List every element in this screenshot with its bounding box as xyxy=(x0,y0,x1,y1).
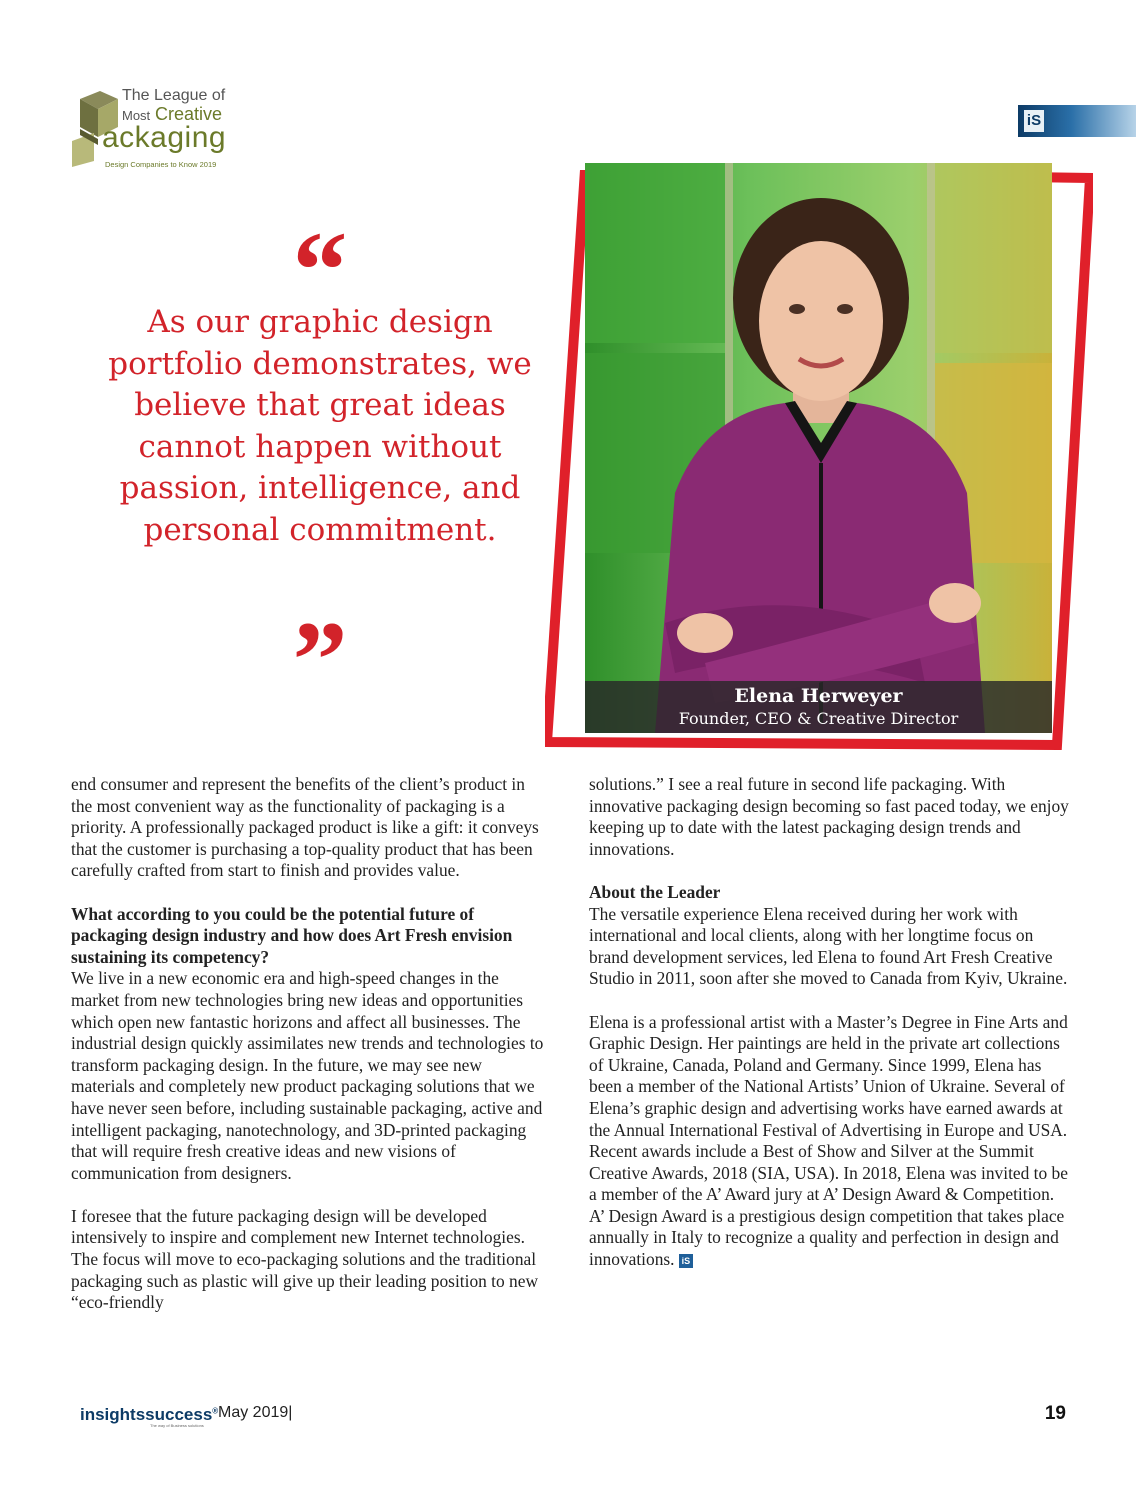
logo-creative: Creative xyxy=(155,104,223,124)
footer-logo xyxy=(80,1405,219,1428)
person-title: Founder, CEO & Creative Director xyxy=(678,709,959,728)
interview-question: What according to you could be the potential future of packaging design industry and how does Art Fresh envision sustaining its competency? xyxy=(71,903,513,967)
quote-open-mark: “ xyxy=(292,209,348,331)
logo-line1: The League of xyxy=(122,87,226,104)
portrait-caption xyxy=(585,681,1052,733)
portrait-photo xyxy=(585,163,1052,733)
paragraph xyxy=(589,1012,1069,1271)
person-name: Elena Herweyer xyxy=(734,685,903,707)
logo-subtitle: Design Companies to Know 2019 xyxy=(105,160,217,169)
league-logo xyxy=(70,85,260,175)
person-photo-icon xyxy=(585,163,1052,733)
article-column-left xyxy=(71,774,549,1335)
logo-most: Most xyxy=(122,108,151,123)
logo-packaging: ackaging xyxy=(102,121,227,154)
section-heading: About the Leader xyxy=(589,881,721,902)
quote-close-mark: ” xyxy=(292,599,348,721)
brand-mark-icon: iS xyxy=(1024,110,1044,132)
issue-date: May 2019| xyxy=(218,1404,293,1421)
brand-tab xyxy=(1018,105,1136,137)
paragraph: solutions.” I see a real future in second life packaging. With innovative packaging design becoming so fast paced today, we enjoy keeping up to date with the latest packaging design trends and innovations. xyxy=(589,774,1069,859)
paragraph: We live in a new economic era and high-speed changes in the market from new technologies bring new ideas and opportunities which open new fantastic horizons and affect all businesses. The industrial design quickly assimilates new trends and technologies to transform packaging design. In the future, we may see new materials and completely new product packaging solutions that we have never seen before, including sustainable packaging, active and intelligent packaging, nanotechnology, and 3D-printed packaging that will require fresh creative ideas and new visions of communication from designers. xyxy=(71,968,544,1183)
paragraph-text: Elena is a professional artist with a Master’s Degree in Fine Arts and Graphic Design. Her paintings are held in the private art collections of Ukraine, Canada, Poland and Germany. Since 1999, Elena has been a member of the National Artists’ Union of Ukraine. Several of Elena’s graphic design and advertising works have earned awards at the Annual International Festival of Advertising in Europe and USA. Recent awards include a Best of Show and Silver at the Summit Creative Awards, 2018 (SIA, USA). In 2018, Elena was invited to be a member of the A’ Award jury at A’ Design Award & Competition. A’ Design Award is a prestigious design competition that takes place annually in Italy to recognize a quality and perfection in design and innovations. xyxy=(589,1011,1068,1270)
end-mark-icon: iS xyxy=(679,1254,693,1268)
article-column-right xyxy=(589,774,1069,1292)
footer-logo-tagline: The way of Business solutions xyxy=(150,1423,204,1428)
paragraph: end consumer and represent the benefits of the client’s product in the most convenient way as the functionality of packaging is a priority. A professionally packaged product is like a gift: it conveys that the customer is purchasing a top-quality product that has been carefully crafted from start to finish and provides value. xyxy=(71,774,539,881)
registered-mark: ® xyxy=(212,1406,219,1416)
paragraph: The versatile experience Elena received during her work with international and local clients, along with her longtime focus on brand development services, led Elena to found Art Fresh Creative Studio in 2011, soon after she moved to Canada from Kyiv, Ukraine. xyxy=(589,903,1068,989)
footer-logo-text: insightssuccess xyxy=(80,1405,213,1424)
page-number: 19 xyxy=(1044,1403,1066,1424)
pull-quote: As our graphic design portfolio demonstrates, we believe that great ideas cannot happen without passion, intelligence, and personal commitment. xyxy=(108,304,532,548)
paragraph: I foresee that the future packaging design will be developed intensively to inspire and complement new Internet technologies. The focus will move to eco-packaging solutions and the traditional packaging such as plastic will give up their leading position to new “eco-friendly xyxy=(71,1205,539,1313)
